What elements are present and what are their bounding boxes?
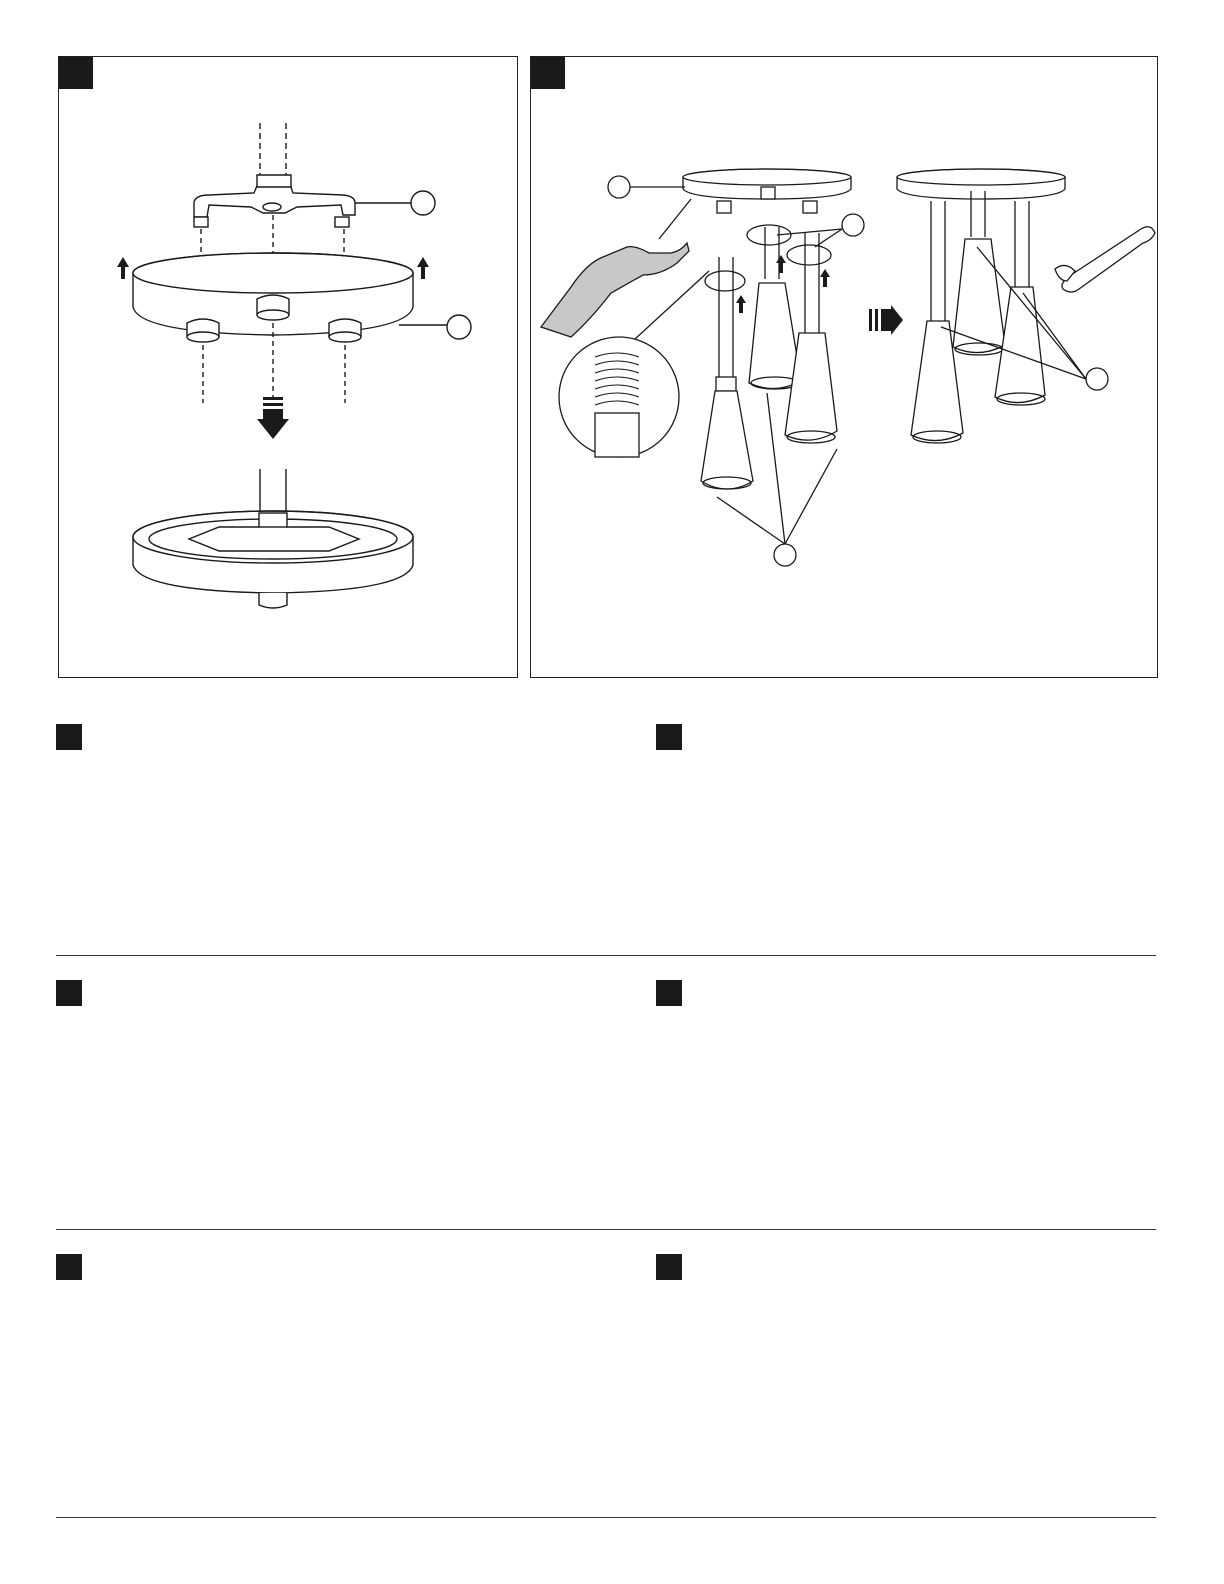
pendant-installation-diagram: [531, 57, 1159, 679]
section-divider: [56, 955, 1156, 956]
step-box-a: [56, 724, 82, 750]
illustration-panel-right: [530, 56, 1158, 678]
canopy-mounting-diagram: [59, 57, 519, 679]
step-box-e: [56, 1254, 82, 1280]
step-box-f: [656, 1254, 682, 1280]
section-divider: [56, 1229, 1156, 1230]
step-box-b: [656, 724, 682, 750]
section-divider: [56, 1517, 1156, 1518]
illustration-panel-left: [58, 56, 518, 678]
step-box-d: [656, 980, 682, 1006]
step-box-c: [56, 980, 82, 1006]
